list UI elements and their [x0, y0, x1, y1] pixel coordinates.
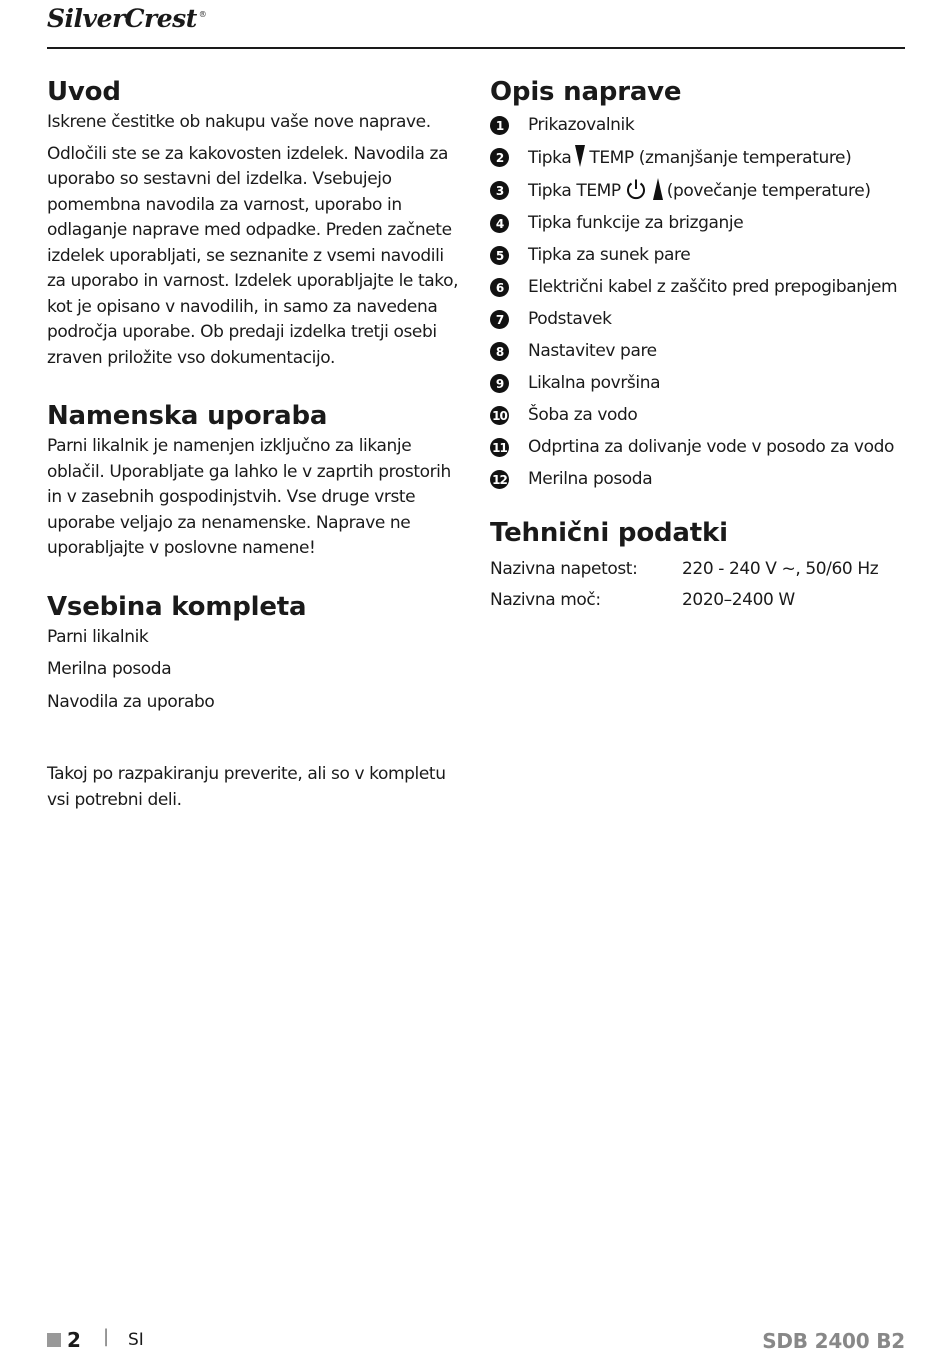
- item-label: Šoba za vodo: [528, 405, 638, 425]
- item-number-badge: 5: [490, 246, 509, 265]
- parts-list-item: [490, 435, 910, 461]
- item-number-badge: 4: [490, 214, 509, 233]
- parts-list-item: [490, 211, 910, 237]
- item-label: Likalna površina: [528, 373, 661, 393]
- item-label-post: TEMP (zmanjšanje temperature): [589, 148, 852, 168]
- item-number-badge: 10: [490, 406, 509, 425]
- technical-data-section: [490, 515, 910, 614]
- item-label: Tipka funkcije za brizganje: [528, 213, 744, 233]
- technical-data-heading: Tehnični podatki: [490, 517, 728, 548]
- package-item: Parni likalnik: [47, 626, 149, 647]
- item-label: [528, 145, 851, 172]
- intro-heading: Uvod: [47, 77, 121, 107]
- package-check-note-block: [47, 762, 467, 813]
- spec-value: 220 - 240 V ~, 50/60 Hz: [682, 558, 879, 579]
- item-label: Podstavek: [528, 309, 612, 329]
- package-section: [47, 589, 467, 716]
- footer-separator: |: [103, 1326, 110, 1347]
- item-number-badge: 11: [490, 438, 509, 457]
- registered-mark: ®: [198, 10, 207, 19]
- item-number-badge: 8: [490, 342, 509, 361]
- page-number: 2: [67, 1328, 81, 1352]
- item-number-badge: 2: [490, 148, 509, 167]
- brand-logo: [47, 4, 206, 33]
- intro-paragraph-1: Iskrene čestitke ob nakupu vaše nove naprave.: [47, 112, 431, 132]
- page-footer: [47, 1328, 905, 1358]
- spec-key: Nazivna napetost:: [490, 558, 638, 579]
- item-number-badge: 6: [490, 278, 509, 297]
- page-marker-square: [47, 1333, 61, 1347]
- header-rule: [47, 47, 905, 49]
- parts-list-item: [490, 403, 910, 429]
- item-number-badge: 1: [490, 116, 509, 135]
- right-column: [490, 74, 910, 620]
- intended-use-section: [47, 398, 467, 562]
- item-label-pre: Tipka: [528, 148, 572, 168]
- language-code: SI: [128, 1330, 144, 1350]
- item-label: [528, 178, 871, 205]
- parts-list-item: [490, 339, 910, 365]
- parts-list-item: [490, 371, 910, 397]
- item-label: Merilna posoda: [528, 469, 653, 489]
- item-number-badge: 7: [490, 310, 509, 329]
- intro-paragraph-2: Odločili ste se za kakovosten izdelek. Navodila za uporabo so sestavni del izdelka. Vsebujejo pomembna navodila za varnost, uporabo in odlaganje naprave med odpadke. Preden začnete izdelek uporabljati, se seznanite z vsemi navodili za uporabo in varnost. Izdelek uporabljajte le tako, kot je opisano v navodilih, in samo za navedena področja uporabe. Ob predaji izdelka tretji osebi zraven priložite vso dokumentacijo.: [47, 143, 459, 368]
- spec-value: 2020–2400 W: [682, 590, 795, 610]
- technical-data-table: [490, 557, 910, 614]
- description-section: [490, 74, 910, 493]
- power-icon: [625, 178, 647, 200]
- parts-list-item: [490, 275, 910, 301]
- model-number: SDB 2400 B2: [762, 1329, 905, 1353]
- parts-list: [490, 113, 910, 493]
- technical-data-row: [490, 557, 910, 583]
- parts-list-item: [490, 145, 910, 172]
- item-number-badge: 3: [490, 181, 509, 200]
- intended-use-paragraph: Parni likalnik je namenjen izključno za likanje oblačil. Uporabljate ga lahko le v zaprtih prostorih in v zasebnih gospodinjstvih. Vse druge vrste uporabe veljajo za nenamenske. Naprave ne uporabljajte v poslovne namene!: [47, 436, 451, 558]
- parts-list-item: [490, 307, 910, 333]
- intro-section: [47, 74, 467, 371]
- technical-data-row: [490, 588, 910, 614]
- item-label: Odprtina za dolivanje vode v posodo za vodo: [528, 437, 894, 457]
- parts-list-item: [490, 467, 910, 493]
- intended-use-heading: Namenska uporaba: [47, 401, 328, 431]
- package-heading: Vsebina kompleta: [47, 591, 307, 622]
- description-heading: Opis naprave: [490, 77, 682, 107]
- parts-list-item: [490, 178, 910, 205]
- brand-name: SilverCrest: [47, 4, 197, 33]
- item-label: Prikazovalnik: [528, 115, 635, 135]
- package-item: Navodila za uporabo: [47, 691, 215, 712]
- parts-list-item: [490, 243, 910, 269]
- parts-list-item: [490, 113, 910, 139]
- item-number-badge: 12: [490, 470, 509, 489]
- package-check-note: Takoj po razpakiranju preverite, ali so v kompletu vsi potrebni deli.: [47, 764, 446, 810]
- item-label-pre: Tipka TEMP: [528, 181, 621, 201]
- temperature-down-icon: [575, 145, 585, 167]
- item-number-badge: 9: [490, 374, 509, 393]
- package-item: Merilna posoda: [47, 659, 172, 679]
- item-label-post: (povečanje temperature): [666, 181, 871, 201]
- item-label: Tipka za sunek pare: [528, 245, 691, 265]
- item-label: Električni kabel z zaščito pred prepogibanjem: [528, 277, 898, 297]
- item-label: Nastavitev pare: [528, 341, 657, 361]
- temperature-up-icon: [653, 178, 663, 200]
- spec-key: Nazivna moč:: [490, 590, 601, 610]
- left-column: [47, 74, 467, 722]
